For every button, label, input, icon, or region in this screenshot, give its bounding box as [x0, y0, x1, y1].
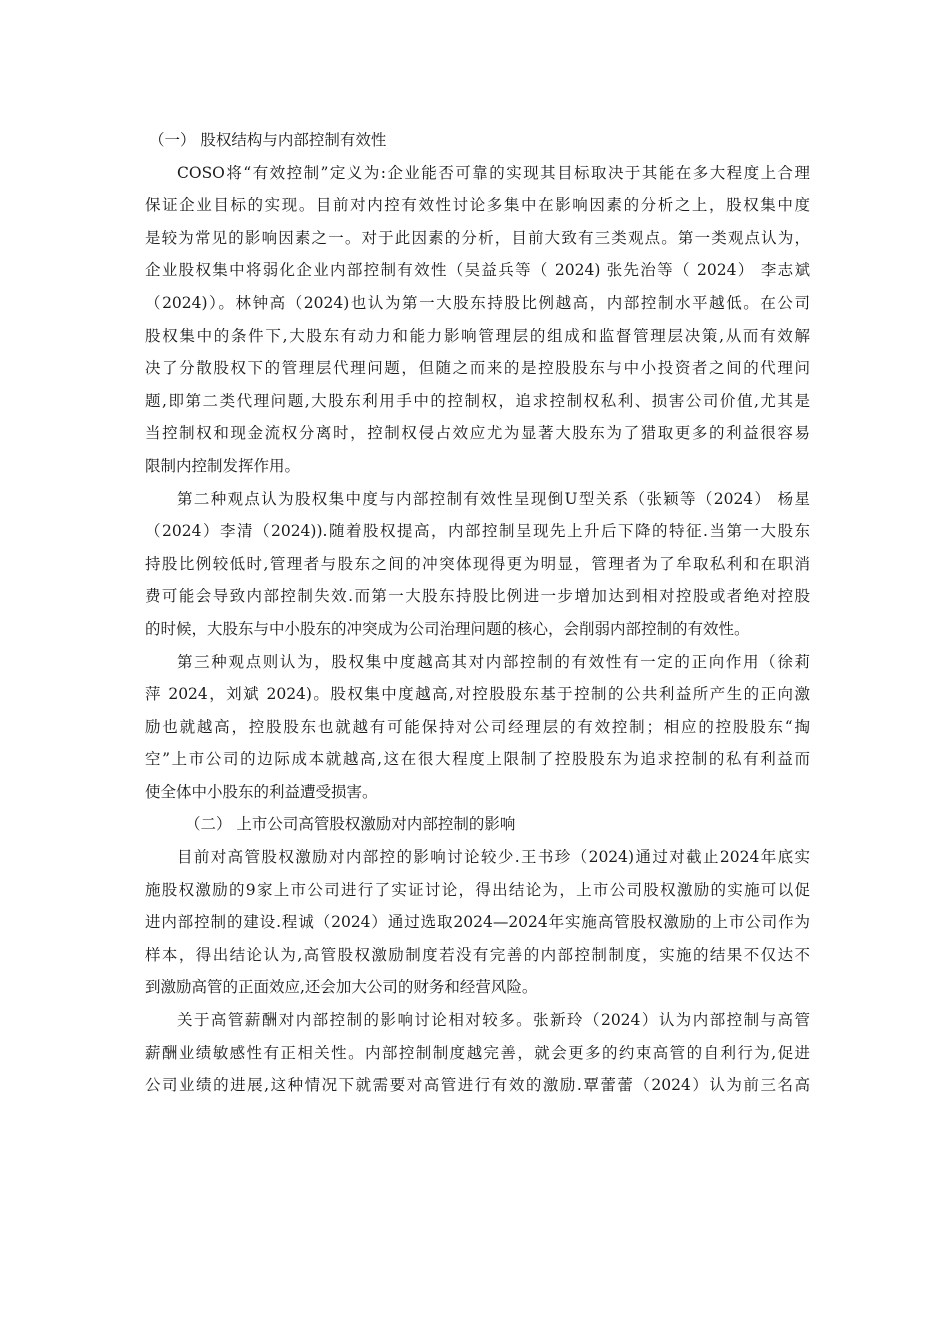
paragraph-first-line: COSO将“有效控制”定义为:企业能否可靠的实现其目标取决于其能在多大程度上合理 — [177, 163, 810, 182]
text-line: 决了分散股权下的管理层代理问题，但随之而来的是控股股东与中小投资者之间的代理问 — [145, 359, 810, 378]
text-line: 保证企业目标的实现。目前对内控有效性讨论多集中在影响因素的分析之上，股权集中度 — [145, 196, 810, 215]
section-heading: （一） 股权结构与内部控制有效性 — [149, 131, 387, 149]
text-line: （2024)）。林钟高（2024)也认为第一大股东持股比例越高，内部控制水平越低。在公司 — [145, 293, 810, 312]
paragraph-first-line: 目前对高管股权激励对内部控的影响讨论较少.王书珍（2024)通过对截止2024年底实 — [177, 848, 810, 867]
text-line: 题,即第二类代理问题,大股东利用手中的控制权，追求控制权私利、损害公司价值,尤其是 — [145, 391, 810, 410]
text-line: 进内部控制的建设.程诚（2024）通过选取2024—2024年实施高管股权激励的上市公司作为 — [145, 913, 810, 932]
text-line: 使全体中小股东的利益遭受损害。 — [145, 782, 378, 801]
text-line: 股权集中的条件下,大股东有动力和能力影响管理层的组成和监督管理层决策,从而有效解 — [145, 326, 810, 345]
section-heading: （二） 上市公司高管股权激励对内部控制的影响 — [185, 815, 516, 834]
text-line: 限制内控制发挥作用。 — [145, 456, 301, 475]
document-body — [145, 124, 810, 1102]
text-line: 励也就越高，控股股东也就越有可能保持对公司经理层的有效控制；相应的控股股东“掏 — [145, 717, 810, 736]
paragraph-first-line: 关于高管薪酬对内部控制的影响讨论相对较多。张新玲（2024）认为内部控制与高管 — [177, 1011, 810, 1030]
paragraph-first-line: 第三种观点则认为，股权集中度越高其对内部控制的有效性有一定的正向作用（徐莉 — [177, 652, 810, 671]
text-line: 费可能会导致内部控制失效.而第一大股东持股比例进一步增加达到相对控股或者绝对控股 — [145, 587, 810, 606]
text-line: 萍 2024，刘斌 2024)。股权集中度越高,对控股股东基于控制的公共利益所产生的正向激 — [145, 685, 810, 704]
text-line: 当控制权和现金流权分离时，控制权侵占效应尤为显著大股东为了猎取更多的利益很容易 — [145, 424, 810, 443]
text-line: 空”上市公司的边际成本就越高,这在很大程度上限制了控股股东为追求控制的私有利益而 — [145, 750, 810, 769]
paragraph-first-line: 第二种观点认为股权集中度与内部控制有效性呈现倒U型关系（张颖等（2024） 杨星 — [177, 489, 810, 508]
text-line: 薪酬业绩敏感性有正相关性。内部控制制度越完善，就会更多的约束高管的自利行为,促进 — [145, 1043, 810, 1062]
text-line: 持股比例较低时,管理者与股东之间的冲突体现得更为明显，管理者为了牟取私利和在职消 — [145, 554, 810, 573]
text-line: 的时候，大股东与中小股东的冲突成为公司治理问题的核心，会削弱内部控制的有效性。 — [145, 619, 750, 638]
text-line: （2024）李清（2024)).随着股权提高，内部控制呈现先上升后下降的特征.当第一大股东 — [145, 522, 810, 541]
text-line: 样本，得出结论认为,高管股权激励制度若没有完善的内部控制制度，实施的结果不仅达不 — [145, 945, 810, 964]
text-line: 到激励高管的正面效应,还会加大公司的财务和经营风险。 — [145, 978, 538, 997]
text-line: 是较为常见的影响因素之一。对于此因素的分析，目前大致有三类观点。第一类观点认为， — [145, 228, 810, 247]
text-line: 企业股权集中将弱化企业内部控制有效性（吴益兵等（ 2024) 张先治等（ 2024） 李志斌 — [145, 261, 810, 280]
text-line: 施股权激励的9家上市公司进行了实证讨论，得出结论为，上市公司股权激励的实施可以促 — [145, 880, 810, 899]
text-line: 公司业绩的进展,这种情况下就需要对高管进行有效的激励.覃蕾蕾（2024）认为前三名高 — [145, 1076, 810, 1095]
